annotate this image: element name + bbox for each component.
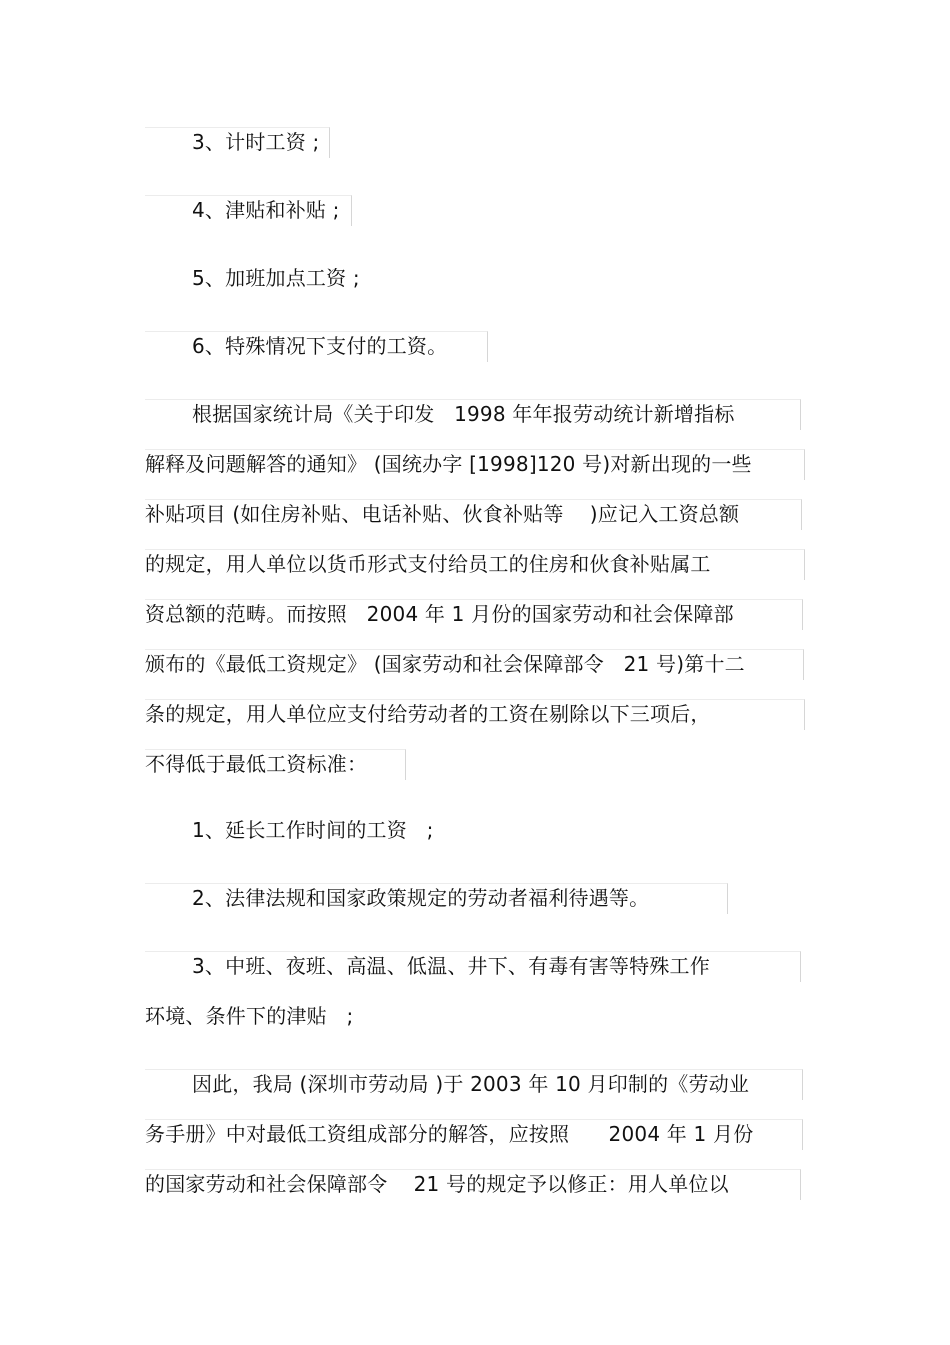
- list-item-special-allowance-cont: 环境、条件下的津贴 ;: [145, 1004, 354, 1028]
- paragraph-line: 因此，我局 (深圳市劳动局 )于 2003 年 10 月印制的《劳动业: [192, 1072, 750, 1096]
- paragraph-line: 资总额的范畴。而按照 2004 年 1 月份的国家劳动和社会保障部: [145, 602, 734, 626]
- paragraph-line: 补贴项目 (如住房补贴、电话补贴、伙食补贴等 )应记入工资总额: [145, 502, 740, 526]
- paragraph-line: 条的规定，用人单位应支付给劳动者的工资在剔除以下三项后，: [145, 702, 711, 726]
- paragraph-line: 不得低于最低工资标准：: [145, 752, 368, 776]
- list-item-special-allowance: 3、中班、夜班、高温、低温、井下、有毒有害等特殊工作: [192, 954, 710, 978]
- paragraph-line: 务手册》中对最低工资组成部分的解答，应按照 2004 年 1 月份: [145, 1122, 754, 1146]
- list-item-overtime-wage: 5、加班加点工资 ;: [192, 266, 360, 290]
- list-item-hourly-wage: 3、计时工资 ;: [192, 130, 320, 154]
- paragraph-line: 根据国家统计局《关于印发 1998 年年报劳动统计新增指标: [192, 402, 735, 426]
- paragraph-line: 的国家劳动和社会保障部令 21 号的规定予以修正：用人单位以: [145, 1172, 729, 1196]
- paragraph-line: 解释及问题解答的通知》 (国统办字 [1998]120 号)对新出现的一些: [145, 452, 752, 476]
- list-item-welfare: 2、法律法规和国家政策规定的劳动者福利待遇等。: [192, 886, 650, 910]
- paragraph-line: 的规定，用人单位以货币形式支付给员工的住房和伙食补贴属工: [145, 552, 711, 576]
- list-item-allowances: 4、津贴和补贴 ;: [192, 198, 340, 222]
- list-item-overtime-work: 1、延长工作时间的工资 ;: [192, 818, 434, 842]
- list-item-special-wage: 6、特殊情况下支付的工资。: [192, 334, 448, 358]
- paragraph-line: 颁布的《最低工资规定》 (国家劳动和社会保障部令 21 号)第十二: [145, 652, 745, 676]
